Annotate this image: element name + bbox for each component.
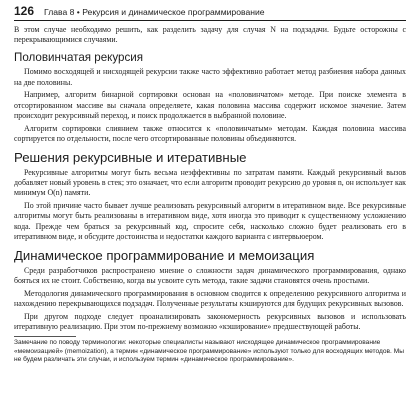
paragraph: Среди разработчиков распространено мнение о сложности задач динамического программирования, однако бояться их не стоит. Собственно, когда вы усвоите суть метода, такие задачи становятся очень простыми. — [14, 266, 406, 286]
section-heading-dynamic-programming: Динамическое программирование и мемоизация — [14, 248, 315, 264]
paragraph: Например, алгоритм бинарной сортировки основан на «половинчатом» методе. При поиске элемента в отсортированном массиве вы сначала определяете, какая половина массива содержит искомое значение. Затем происходит рекурсивный переход, и поиск продолжается в выбранной половине. — [14, 90, 406, 120]
section-heading-recursive-vs-iterative: Решения рекурсивные и итеративные — [14, 150, 247, 166]
intro-paragraph: В этом случае необходимо решить, как разделить задачу для случая N на подзадачи. Будьте осторожны с перекрывающимися случаями. — [14, 25, 406, 45]
paragraph: Рекурсивные алгоритмы могут быть весьма неэффективны по затратам памяти. Каждый рекурсивный вызов добавляет новый уровень в стек; это означает, что если алгоритм проводит рекурсию до уровня n, он использует как минимум O(n) памяти. — [14, 168, 406, 198]
chapter-title: Глава 8 • Рекурсия и динамическое программирование — [44, 7, 265, 17]
paragraph: Помимо восходящей и нисходящей рекурсии также часто эффективно работает метод разбиения набора данных на две половины. — [14, 67, 406, 87]
footnote: Замечание по поводу терминологии: некоторые специалисты называют нисходящее динамическое программирование «мемоизацией» (memoization), а термин «динамическое программирование» используют только для восходящих методов. Мы не будем различать эти случаи, и используем термин «динамическое программирование». — [14, 339, 404, 363]
paragraph: Методология динамического программирования в основном сводится к определению рекурсивного алгоритма и нахождению перекрывающихся подзадач. Полученные результаты кэшируются для будущих рекурсивных вызовов. — [14, 289, 406, 309]
paragraph: Алгоритм сортировки слиянием также относится к «половинчатым» методам. Каждая половина массива сортируется по отдельности, после чего отсортированные половины объединяются. — [14, 123, 406, 143]
section-heading-half-recursion: Половинчатая рекурсия — [14, 51, 144, 65]
paragraph: При другом подходе следует проанализировать закономерность рекурсивных вызовов и использовать итеративную реализацию. При этом по-прежнему возможно «кэширование» предшествующей работы. — [14, 312, 406, 332]
running-head — [14, 4, 406, 21]
paragraph: По этой причине часто бывает лучше реализовать рекурсивный алгоритм в итеративном виде. Все рекурсивные алгоритмы могут быть реализованы в итеративном виде, хотя иногда это приводит к существенному усложнению кода. Прежде чем браться за рекурсивный код, спросите себя, насколько сложно будет реализовать его в итеративном виде, и обсудите достоинства и недостатки каждого варианта с интервьюером. — [14, 201, 406, 241]
page-number: 126 — [14, 4, 35, 18]
footnote-divider — [14, 336, 76, 337]
